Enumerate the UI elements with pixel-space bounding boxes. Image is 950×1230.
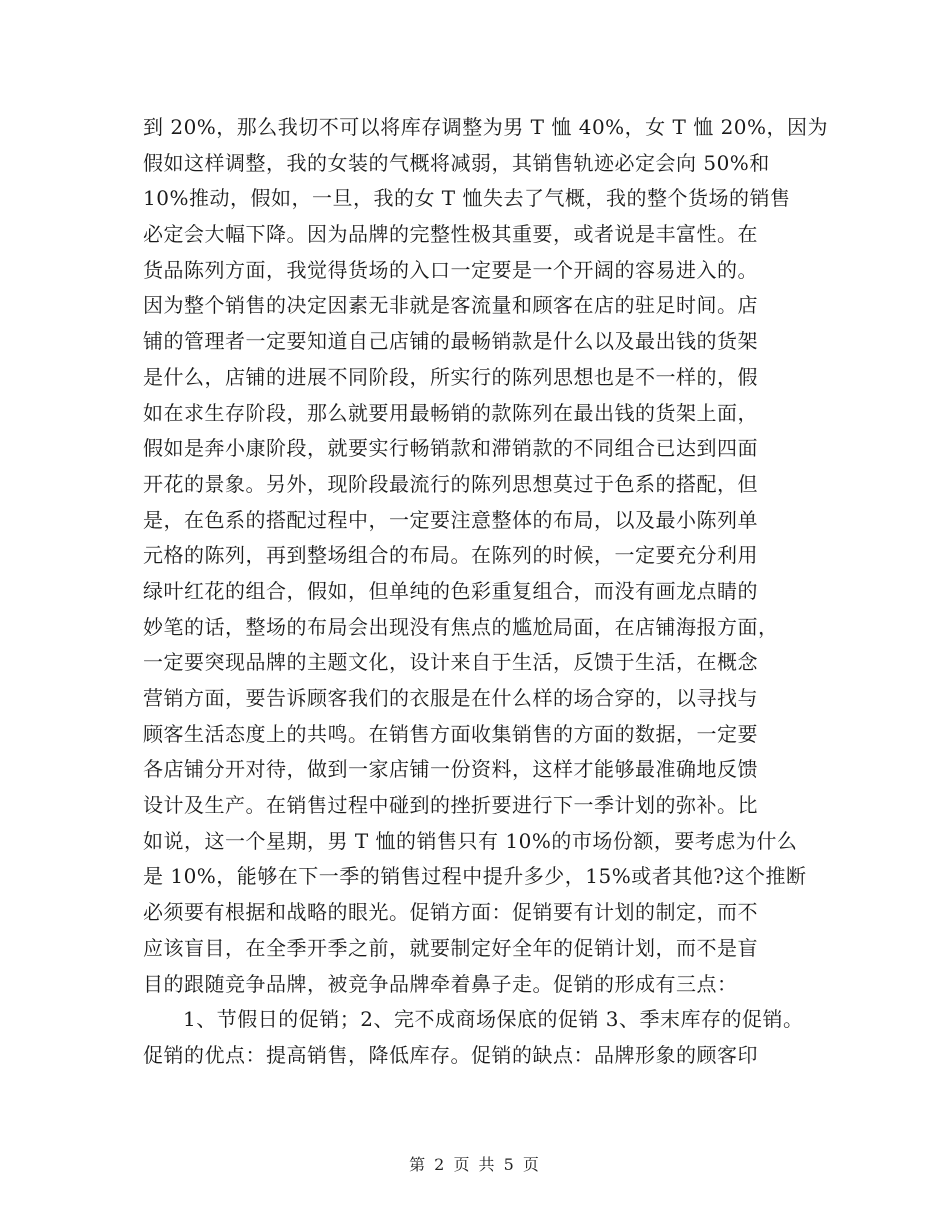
- text-line: 必须要有根据和战略的眼光。促销方面：促销要有计划的制定，而不: [143, 900, 758, 925]
- text-line: 如说，这一个星期，男 T 恤的销售只有 10%的市场份额，要考虑为什么: [143, 828, 798, 853]
- text-line: 必定会大幅下降。因为品牌的完整性极其重要，或者说是丰富性。在: [143, 222, 758, 247]
- text-line: 设计及生产。在销售过程中碰到的挫折要进行下一季计划的弥补。比: [143, 793, 758, 818]
- text-line: 绿叶红花的组合，假如，但单纯的色彩重复组合，而没有画龙点睛的: [143, 578, 758, 603]
- text-line: 如在求生存阶段，那么就要用最畅销的款陈列在最出钱的货架上面，: [143, 400, 758, 425]
- text-line: 是什么，店铺的进展不同阶段，所实行的陈列思想也是不一样的，假: [143, 364, 758, 389]
- text-line: 营销方面，要告诉顾客我们的衣服是在什么样的场合穿的，以寻找与: [143, 686, 758, 710]
- text-line: 到 20%，那么我切不可以将库存调整为男 T 恤 40%，女 T 恤 20%，因为: [143, 115, 829, 139]
- page-number-footer: 第 2 页 共 5 页: [409, 1155, 541, 1174]
- text-line: 顾客生活态度上的共鸣。在销售方面收集销售的方面的数据，一定要: [143, 721, 758, 746]
- text-line: 10%推动，假如，一旦，我的女 T 恤失去了气概，我的整个货场的销售: [143, 186, 791, 211]
- text-line: 货品陈列方面，我觉得货场的入口一定要是一个开阔的容易进入的。: [143, 257, 758, 282]
- text-line: 元格的陈列，再到整场组合的布局。在陈列的时候，一定要充分利用: [143, 543, 758, 568]
- text-line: 开花的景象。另外，现阶段最流行的陈列思想莫过于色系的搭配，但: [143, 471, 758, 496]
- text-line: 各店铺分开对待，做到一家店铺一份资料，这样才能够最准确地反馈: [143, 757, 758, 782]
- text-line: 妙笔的话，整场的布局会出现没有焦点的尴尬局面，在店铺海报方面，: [143, 614, 779, 639]
- text-line-indented: 1、节假日的促销；2、完不成商场保底的促销 3、季末库存的促销。: [183, 1007, 804, 1032]
- body-text: [143, 110, 843, 1074]
- text-line: 一定要突现品牌的主题文化，设计来自于生活，反馈于生活，在概念: [143, 650, 758, 675]
- text-line: 是 10%，能够在下一季的销售过程中提升多少，15%或者其他?这个推断: [143, 864, 807, 889]
- text-line: 假如这样调整，我的女装的气概将减弱，其销售轨迹必定会向 50%和: [143, 150, 770, 175]
- text-line: 促销的优点：提高销售，降低库存。促销的缺点：品牌形象的顾客印: [143, 1042, 758, 1067]
- text-line: 目的跟随竞争品牌，被竞争品牌牵着鼻子走。促销的形成有三点：: [143, 971, 738, 996]
- text-line: 因为整个销售的决定因素无非就是客流量和顾客在店的驻足时间。店: [143, 293, 758, 318]
- text-line: 是，在色系的搭配过程中，一定要注意整体的布局，以及最小陈列单: [143, 507, 758, 532]
- text-line: 应该盲目，在全季开季之前，就要制定好全年的促销计划，而不是盲: [143, 935, 758, 960]
- text-line: 铺的管理者一定要知道自己店铺的最畅销款是什么以及最出钱的货架: [143, 329, 758, 354]
- text-line: 假如是奔小康阶段，就要实行畅销款和滞销款的不同组合已达到四面: [143, 436, 758, 461]
